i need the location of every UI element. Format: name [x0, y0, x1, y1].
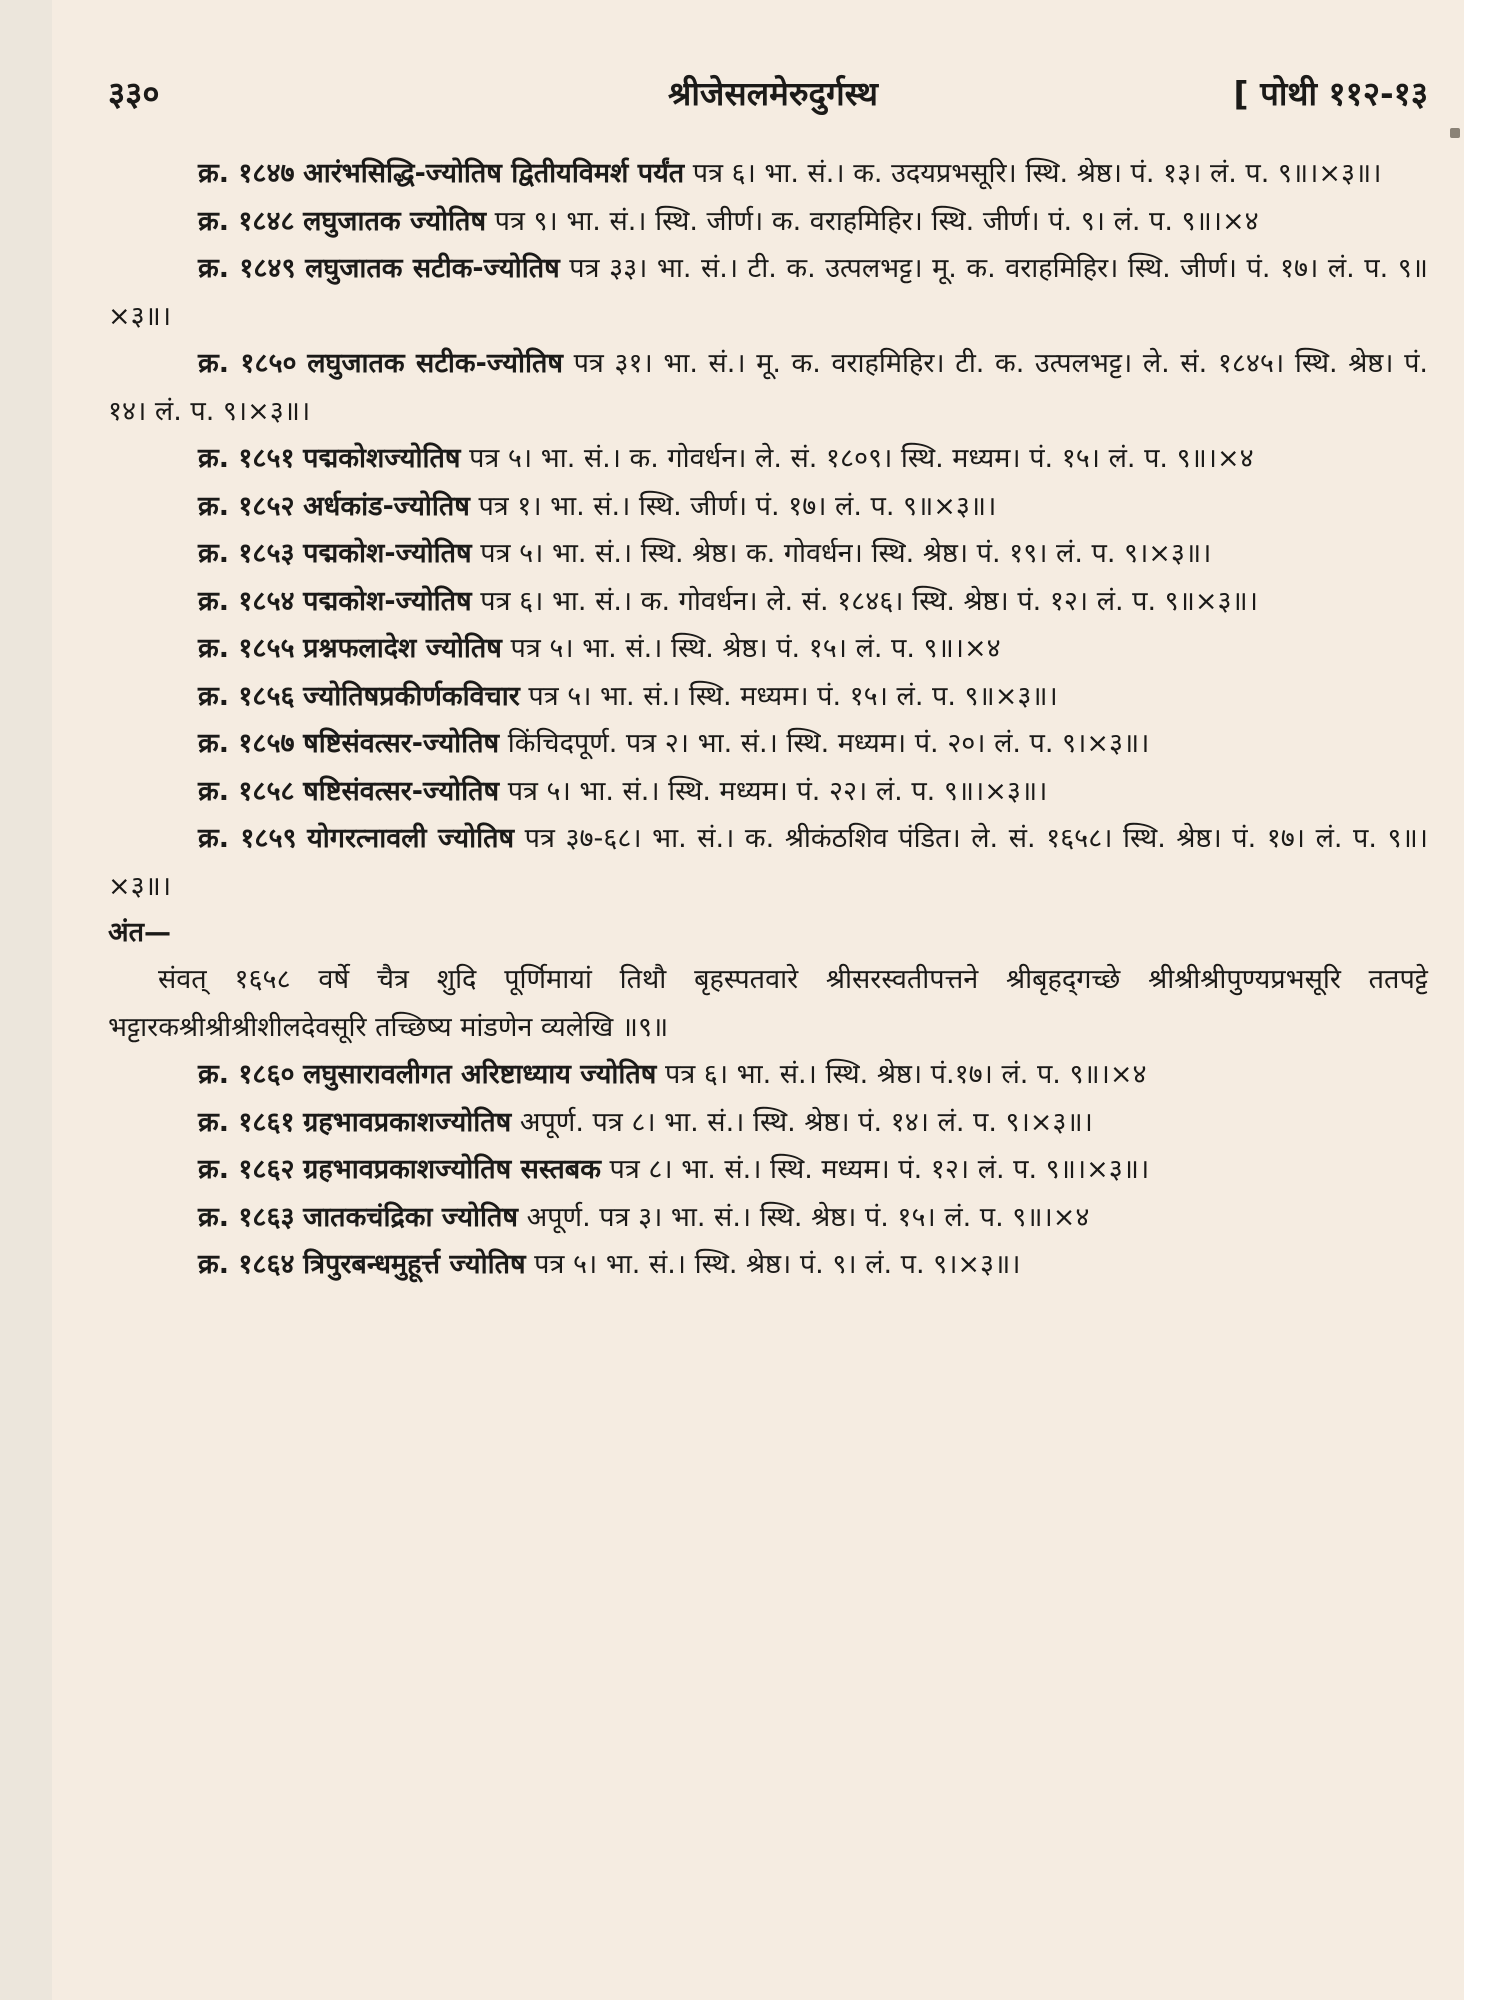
entry-number: क्र. १८५५	[198, 633, 295, 664]
entry-details: पत्र ५। भा. सं.। स्थि. मध्यम। पं. २२। लं. प. ९॥।×३॥।	[507, 775, 1048, 807]
catalog-entry	[108, 483, 1428, 531]
entry-details: पत्र ८। भा. सं.। स्थि. मध्यम। पं. १२। लं. प. ९॥।×३॥।	[609, 1154, 1150, 1185]
entry-details: पत्र ३३। भा. सं.। टी. क. उत्पलभट्ट। मू. क. वराहमिहिर। स्थि. जीर्ण। पं. १७। लं. प. ९॥×३॥।	[108, 253, 1428, 332]
entry-number: क्र. १८६१	[198, 1106, 295, 1138]
entry-list	[108, 150, 1428, 910]
entry-title: षष्टिसंवत्सर-ज्योतिष	[303, 775, 500, 807]
pothi-reference: [ पोथी ११२-१३	[1233, 74, 1428, 113]
entry-details: किंचिदपूर्ण. पत्र २। भा. सं.। स्थि. मध्यम। पं. २०। लं. प. ९।×३॥।	[507, 728, 1150, 759]
entry-number: क्र. १८५९	[198, 823, 297, 854]
entry-number: क्र. १८५०	[198, 348, 297, 379]
entry-number: क्र. १८४८	[198, 205, 295, 237]
entry-details: पत्र ५। भा. सं.। स्थि. श्रेष्ठ। क. गोवर्धन। स्थि. श्रेष्ठ। पं. १९। लं. प. ९।×३॥।	[480, 538, 1212, 569]
page-header	[108, 70, 1428, 130]
catalog-entry	[108, 340, 1428, 435]
entry-number: क्र. १८५२	[198, 490, 295, 522]
entry-number: क्र. १८५४	[198, 585, 295, 617]
page-number: ३३०	[108, 74, 160, 113]
entry-title: प्रश्नफलादेश ज्योतिष	[303, 633, 502, 664]
scan-left-margin	[0, 0, 52, 2000]
catalog-entry	[108, 815, 1428, 910]
catalog-entry	[108, 673, 1428, 721]
anta-label: अंत—	[108, 917, 172, 948]
entry-title: योगरत्नावली ज्योतिष	[307, 823, 515, 854]
entry-title: पद्मकोश-ज्योतिष	[303, 538, 472, 569]
catalog-entry	[108, 1241, 1428, 1289]
entry-number: क्र. १८४७	[198, 158, 295, 189]
entry-details: पत्र ५। भा. सं.। स्थि. मध्यम। पं. १५। लं. प. ९॥×३॥।	[528, 680, 1058, 712]
catalog-entry	[108, 720, 1428, 768]
entry-details: पत्र ५। भा. सं.। क. गोवर्धन। ले. सं. १८०९। स्थि. मध्यम। पं. १५। लं. प. ९॥।×४	[469, 443, 1254, 474]
entry-number: क्र. १८६४	[198, 1249, 295, 1280]
catalog-body	[108, 150, 1428, 1289]
catalog-entry	[108, 1099, 1428, 1147]
catalog-entry	[108, 1051, 1428, 1099]
entry-title: पद्मकोशज्योतिष	[303, 443, 461, 474]
scan-right-margin	[1464, 0, 1500, 2000]
entry-details: पत्र ६। भा. सं.। स्थि. श्रेष्ठ। पं.१७। लं. प. ९॥।×४	[664, 1059, 1147, 1090]
catalog-entry	[108, 625, 1428, 673]
catalog-entry	[108, 1194, 1428, 1242]
entry-title: लघुजातक सटीक-ज्योतिष	[307, 348, 563, 379]
catalog-entry	[108, 198, 1428, 246]
running-title: श्रीजेसलमेरुदुर्गस्थ	[668, 74, 878, 113]
entry-title: ग्रहभावप्रकाशज्योतिष सस्तबक	[303, 1154, 601, 1185]
entry-title: अर्धकांड-ज्योतिष	[303, 490, 470, 522]
entry-number: क्र. १८५७	[198, 728, 295, 759]
entry-number: क्र. १८६०	[198, 1059, 295, 1090]
entry-details: पत्र ९। भा. सं.। स्थि. जीर्ण। क. वराहमिहिर। स्थि. जीर्ण। पं. ९। लं. प. ९॥।×४	[494, 205, 1259, 237]
entry-title: आरंभसिद्धि-ज्योतिष द्वितीयविमर्श पर्यंत	[303, 158, 685, 189]
catalog-entry	[108, 578, 1428, 626]
entry-details: पत्र ३७-६८। भा. सं.। क. श्रीकंठशिव पंडित। ले. सं. १६५८। स्थि. श्रेष्ठ। पं. १७। लं. प. ९॥।×३॥।	[108, 823, 1428, 902]
entry-details: अपूर्ण. पत्र ३। भा. सं.। स्थि. श्रेष्ठ। पं. १५। लं. प. ९॥।×४	[526, 1201, 1090, 1233]
entry-details: पत्र ६। भा. सं.। क. उदयप्रभसूरि। स्थि. श्रेष्ठ। पं. १३। लं. प. ९॥।×३॥।	[692, 158, 1382, 189]
entry-details: पत्र ५। भा. सं.। स्थि. श्रेष्ठ। पं. १५। लं. प. ९॥।×४	[510, 633, 1001, 664]
catalog-entry	[108, 435, 1428, 483]
entry-title: जातकचंद्रिका ज्योतिष	[303, 1201, 518, 1233]
catalog-entry	[108, 245, 1428, 340]
entry-number: क्र. १८५१	[198, 443, 295, 474]
entry-title: लघुजातक ज्योतिष	[303, 205, 487, 237]
entry-number: क्र. १८४९	[198, 253, 296, 284]
entry-title: त्रिपुरबन्धमुहूर्त्त ज्योतिष	[303, 1249, 526, 1280]
entry-details: अपूर्ण. पत्र ८। भा. सं.। स्थि. श्रेष्ठ। पं. १४। लं. प. ९।×३॥।	[519, 1106, 1093, 1138]
colophon-text: संवत् १६५८ वर्षे चैत्र शुदि पूर्णिमायां तिथौ बृहस्पतवारे श्रीसरस्वतीपत्तने श्रीबृहद्‌गच्छे श्रीश्रीश्रीपुण्यप्रभसूरि ततपट्टे भट्टारकश्रीश्रीश्रीशीलदेवसूरि तच्छिष्य मांडणेन व्यलेखि ॥९॥	[108, 964, 1428, 1043]
entry-details: पत्र ५। भा. सं.। स्थि. श्रेष्ठ। पं. ९। लं. प. ९।×३॥।	[534, 1249, 1021, 1280]
entry-number: क्र. १८५८	[198, 775, 295, 807]
entry-number: क्र. १८५३	[198, 538, 295, 569]
entry-title: ज्योतिषप्रकीर्णकविचार	[303, 680, 520, 712]
entry-details: पत्र १। भा. सं.। स्थि. जीर्ण। पं. १७। लं. प. ९॥×३॥।	[478, 490, 997, 522]
catalog-entry	[108, 150, 1428, 198]
scan-edge-mark	[1450, 128, 1460, 138]
catalog-entry	[108, 1146, 1428, 1194]
entry-list-continued	[108, 1051, 1428, 1289]
entry-details: पत्र ६। भा. सं.। क. गोवर्धन। ले. सं. १८४६। स्थि. श्रेष्ठ। पं. १२। लं. प. ९॥×३॥।	[480, 585, 1258, 617]
entry-title: पद्मकोश-ज्योतिष	[303, 585, 472, 617]
entry-details: पत्र ३१। भा. सं.। मू. क. वराहमिहिर। टी. क. उत्पलभट्ट। ले. सं. १८४५। स्थि. श्रेष्ठ। पं. १४। लं. प. ९।×३॥।	[108, 348, 1429, 427]
entry-title: लघुसारावलीगत अरिष्टाध्याय ज्योतिष	[303, 1059, 657, 1090]
entry-number: क्र. १८५६	[198, 680, 295, 712]
entry-number: क्र. १८६३	[198, 1201, 295, 1233]
entry-title: लघुजातक सटीक-ज्योतिष	[305, 253, 560, 284]
catalog-entry	[108, 530, 1428, 578]
entry-title: षष्टिसंवत्सर-ज्योतिष	[303, 728, 500, 759]
entry-number: क्र. १८६२	[198, 1154, 295, 1185]
catalog-entry	[108, 768, 1428, 816]
entry-title: ग्रहभावप्रकाशज्योतिष	[303, 1106, 512, 1138]
